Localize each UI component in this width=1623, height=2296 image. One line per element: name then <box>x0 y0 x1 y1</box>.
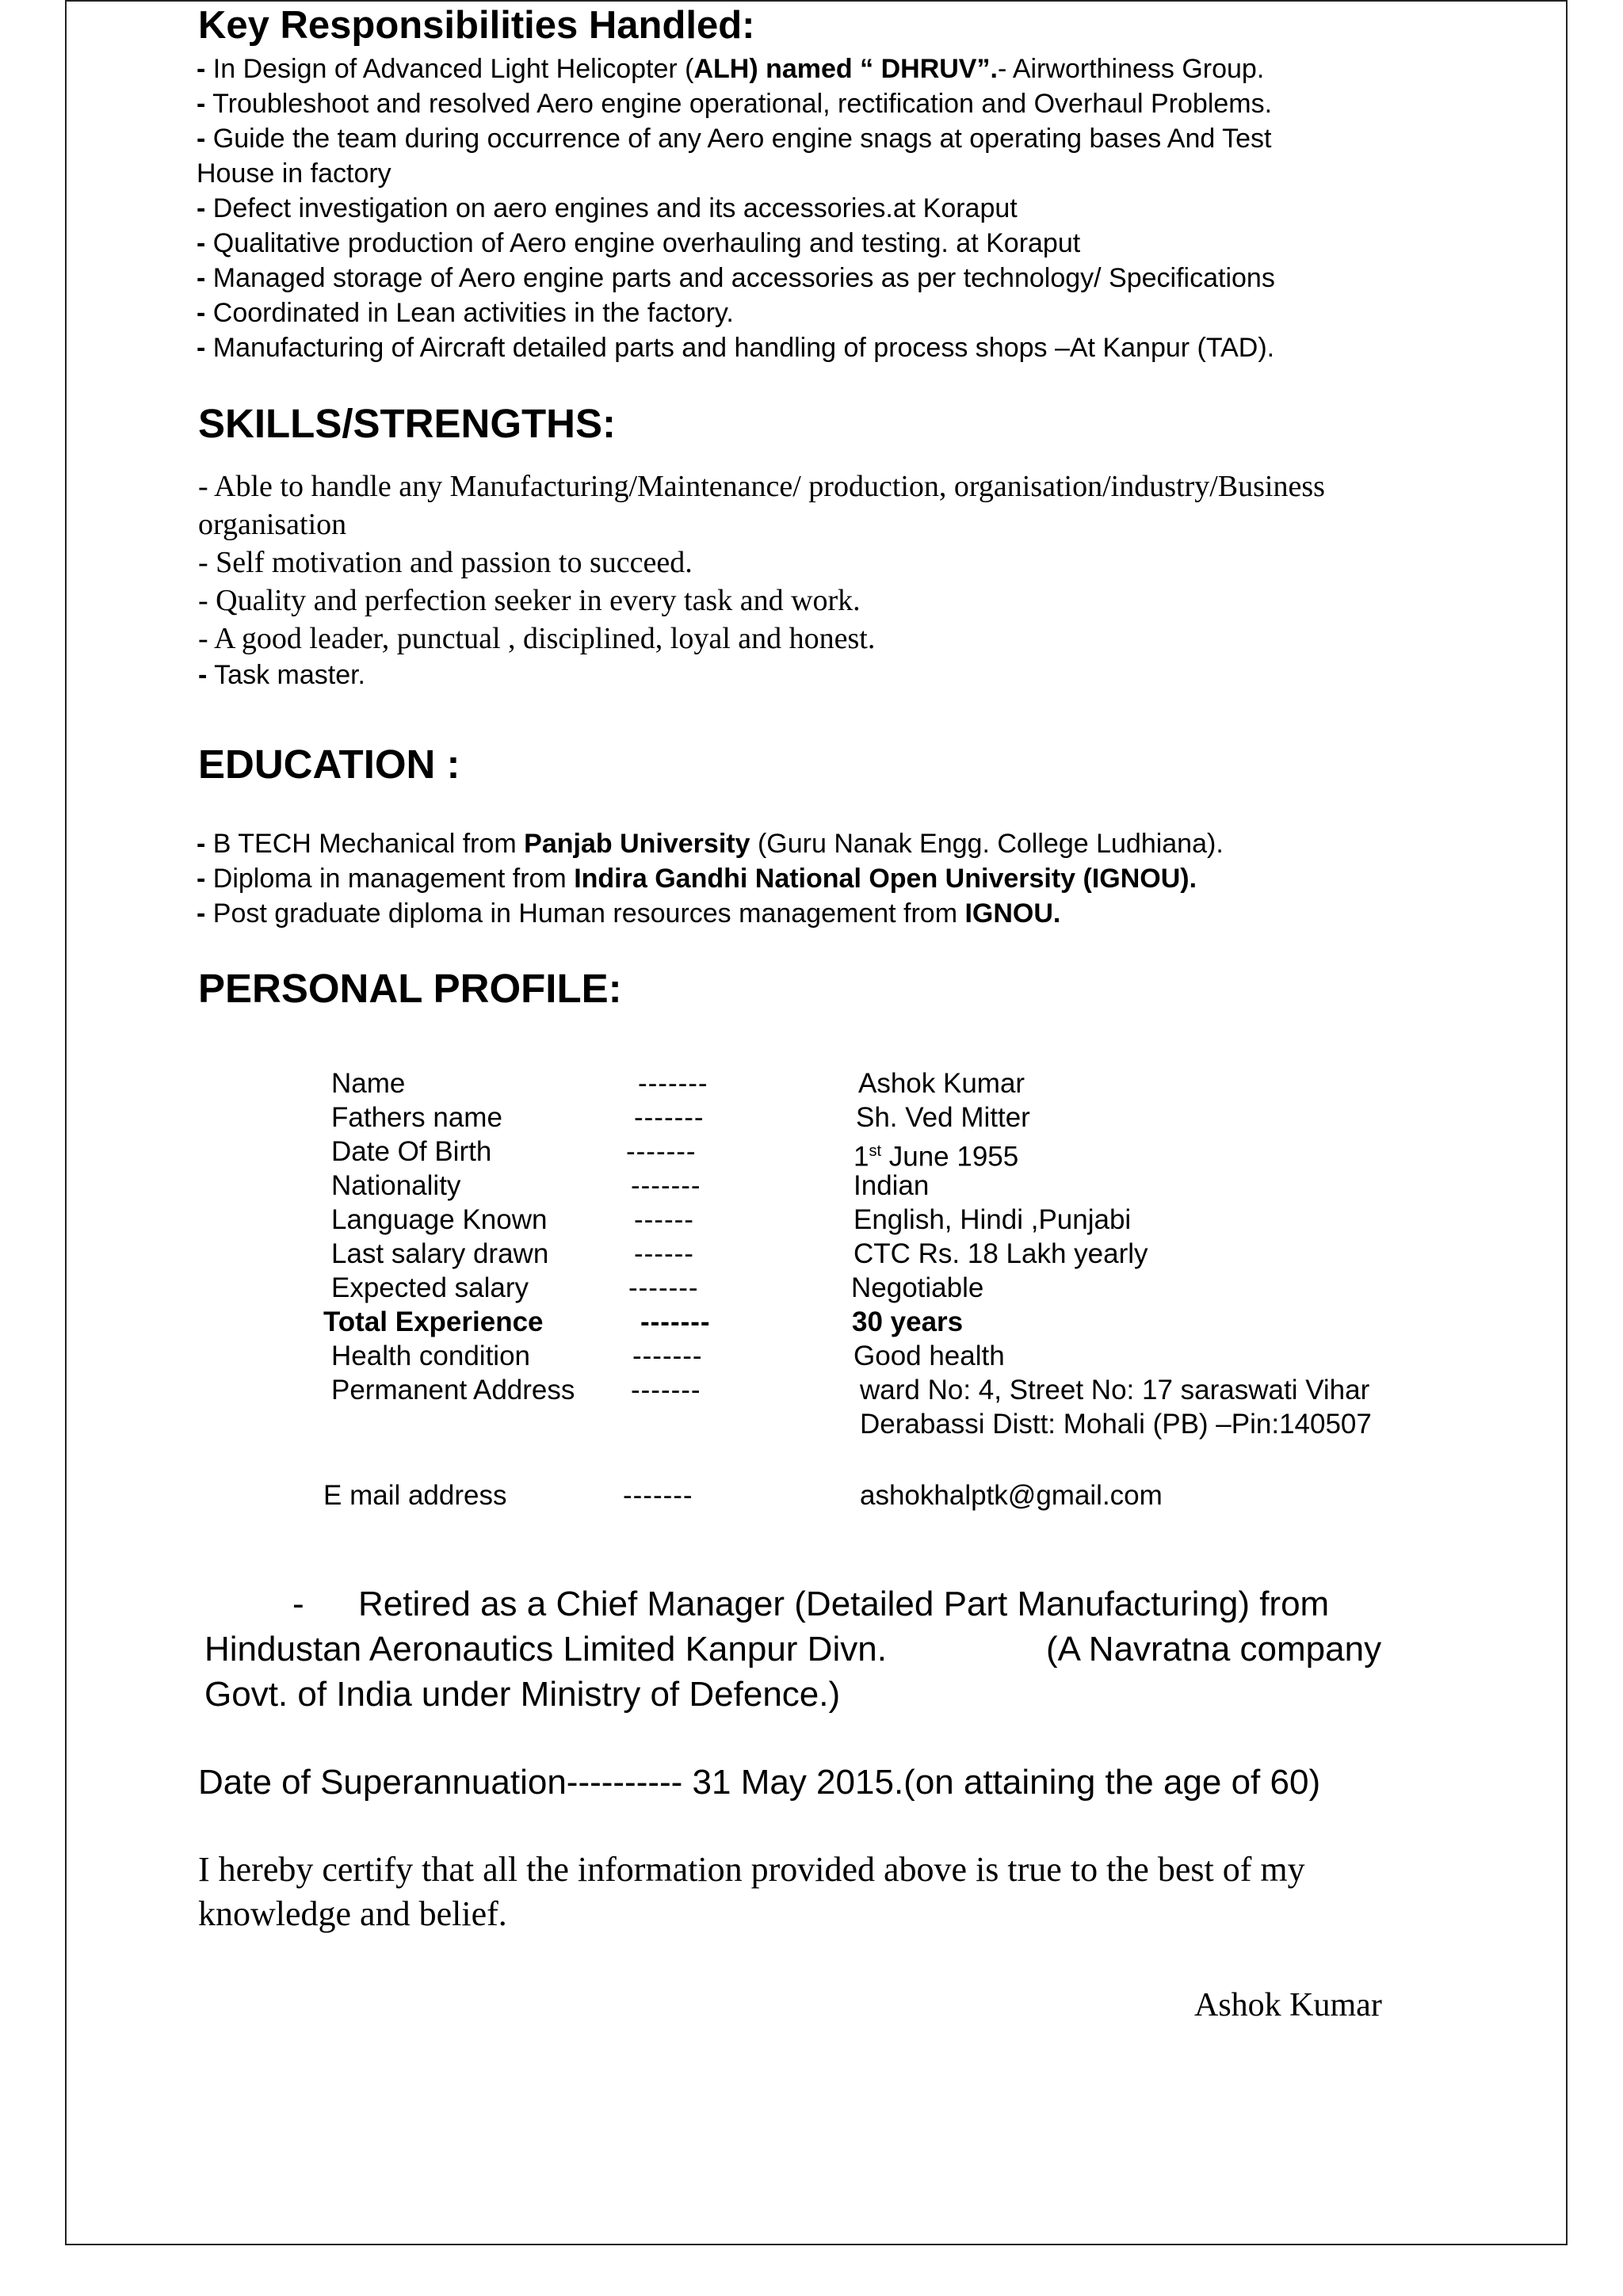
retired-line: Hindustan Aeronautics Limited Kanpur Divn. <box>204 1630 887 1669</box>
profile-value: English, Hindi ,Punjabi <box>854 1204 1132 1235</box>
profile-separator: ------- <box>640 1306 711 1337</box>
profile-value-cont: Derabassi Distt: Mohali (PB) –Pin:140507 <box>860 1409 1372 1440</box>
profile-value: Sh. Ved Mitter <box>856 1102 1030 1133</box>
skill-item: - Task master. <box>198 660 366 690</box>
profile-separator: ------ <box>634 1238 694 1269</box>
responsibility-item: - Defect investigation on aero engines and its accessories.at Koraput <box>197 193 1018 223</box>
profile-separator: ------- <box>623 1480 693 1511</box>
responsibility-suffix: - Airworthiness Group. <box>997 54 1265 84</box>
education-item: - B TECH Mechanical from Panjab University (Guru Nanak Engg. College Ludhiana). <box>197 829 1224 859</box>
responsibility-item: - Qualitative production of Aero engine overhauling and testing. at Koraput <box>197 228 1081 258</box>
profile-separator: ------- <box>638 1068 708 1099</box>
profile-value: 30 years <box>852 1306 964 1337</box>
profile-label: Name <box>331 1068 406 1099</box>
profile-label: Expected salary <box>331 1272 529 1303</box>
responsibilities-heading: Key Responsibilities Handled: <box>198 4 755 47</box>
skill-item: - A good leader, punctual , disciplined, loyal and honest. <box>198 622 876 655</box>
profile-label: Permanent Address <box>331 1375 575 1405</box>
responsibility-item: - Managed storage of Aero engine parts and accessories as per technology/ Specifications <box>197 263 1275 293</box>
retired-line: Govt. of India under Ministry of Defence.) <box>204 1675 841 1714</box>
profile-value: Good health <box>854 1341 1005 1371</box>
profile-label: Health condition <box>331 1341 530 1371</box>
profile-label: Nationality <box>331 1170 461 1201</box>
education-item: - Diploma in management from Indira Gandhi National Open University (IGNOU). <box>197 864 1197 894</box>
skill-item: - Quality and perfection seeker in every task and work. <box>198 584 861 617</box>
skill-item: organisation <box>198 508 347 541</box>
retired-line: Retired as a Chief Manager (Detailed Part Manufacturing) from <box>358 1585 1330 1623</box>
profile-value: CTC Rs. 18 Lakh yearly <box>854 1238 1148 1269</box>
education-heading: EDUCATION : <box>198 742 460 787</box>
profile-separator: ------- <box>632 1341 703 1371</box>
superannuation-line: Date of Superannuation---------- 31 May 2015.(on attaining the age of 60) <box>198 1763 1321 1802</box>
skill-item: - Able to handle any Manufacturing/Maintenance/ production, organisation/industry/Business <box>198 470 1325 503</box>
responsibility-item: - Troubleshoot and resolved Aero engine operational, rectification and Overhaul Problems. <box>197 89 1273 119</box>
profile-value: Ashok Kumar <box>858 1068 1025 1099</box>
retired-dash: - <box>292 1585 304 1623</box>
responsibility-item-cont: House in factory <box>197 158 391 189</box>
bold-text: ALH) named “ DHRUV”. <box>693 54 998 84</box>
skills-heading: SKILLS/STRENGTHS: <box>198 401 617 446</box>
profile-label: Date Of Birth <box>331 1136 492 1167</box>
profile-heading: PERSONAL PROFILE: <box>198 966 622 1011</box>
profile-value: ward No: 4, Street No: 17 saraswati Vihar <box>860 1375 1370 1405</box>
profile-label: Language Known <box>331 1204 548 1235</box>
profile-label: Total Experience <box>323 1306 544 1337</box>
responsibility-item: - Manufacturing of Aircraft detailed parts and handling of process shops –At Kanpur (TAD). <box>197 333 1275 363</box>
profile-separator: ------- <box>631 1375 701 1405</box>
education-item: - Post graduate diploma in Human resources management from IGNOU. <box>197 898 1061 929</box>
profile-separator: ------- <box>634 1102 705 1133</box>
signature-name: Ashok Kumar <box>1194 1987 1382 2023</box>
email-value: ashokhalptk@gmail.com <box>860 1480 1163 1511</box>
profile-separator: ------ <box>634 1204 694 1235</box>
responsibility-item: - Coordinated in Lean activities in the factory. <box>197 298 734 328</box>
profile-label: Last salary drawn <box>331 1238 549 1269</box>
responsibility-item: - In Design of Advanced Light Helicopter (ALH) named “ DHRUV”.- Airworthiness Group. <box>197 54 1265 84</box>
profile-separator: ------- <box>628 1272 699 1303</box>
responsibility-item: - Guide the team during occurrence of any Aero engine snags at operating bases And Test <box>197 124 1272 154</box>
certify-line: I hereby certify that all the information provided above is true to the best of my <box>198 1850 1305 1889</box>
skill-item: - Self motivation and passion to succeed. <box>198 546 693 579</box>
profile-label: E mail address <box>323 1480 507 1511</box>
certify-line: knowledge and belief. <box>198 1894 507 1933</box>
retired-line: (A Navratna company <box>1046 1630 1382 1669</box>
profile-value: 1st June 1955 <box>854 1141 1019 1173</box>
profile-value: Negotiable <box>851 1272 984 1303</box>
profile-value: Indian <box>854 1170 930 1201</box>
profile-label: Fathers name <box>331 1102 502 1133</box>
profile-separator: ------- <box>631 1170 701 1201</box>
profile-separator: ------- <box>626 1136 697 1167</box>
